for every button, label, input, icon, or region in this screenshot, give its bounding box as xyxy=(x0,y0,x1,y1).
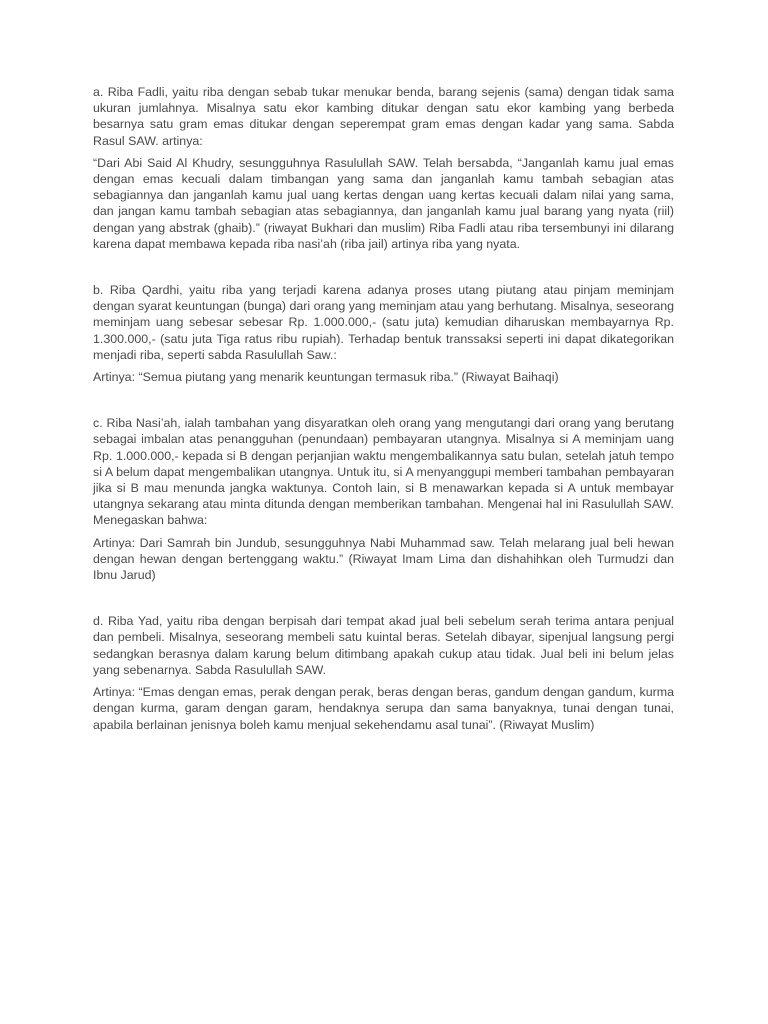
section-d-paragraph: d. Riba Yad, yaitu riba dengan berpisah dari tempat akad jual beli sebelum serah terima antara penjual dan pembeli. Misalnya, seseorang membeli satu kuintal beras. Setelah dibayar, sipenjual langsung pergi sedangkan berasnya dalam karung belum ditimbang apakah cukup atau tidak. Jual beli ini belum jelas yang sebenarnya. Sabda Rasulullah SAW. xyxy=(93,614,674,677)
section-a-paragraph: a. Riba Fadli, yaitu riba dengan sebab tukar menukar benda, barang sejenis (sama) dengan tidak sama ukuran jumlahnya. Misalnya satu ekor kambing ditukar dengan satu ekor kambing yang berbeda besarnya satu gram emas ditukar dengan seperempat gram emas dengan kadar yang sama. Sabda Rasul SAW. artinya: xyxy=(93,85,674,148)
section-a-quote: “Dari Abi Said Al Khudry, sesungguhnya Rasulullah SAW. Telah bersabda, “Janganlah kamu jual emas dengan emas kecuali dalam timbangan yang sama dan janganlah kamu tambah sebagian atas sebagiannya dan janganlah kamu jual uang kertas dengan uang kertas kecuali dalam nilai yang sama, dan jangan kamu tambah sebagian atas sebagiannya, dan janganlah kamu jual barang yang nyata (riil) dengan yang abstrak (ghaib).” (riwayat Bukhari dan muslim) Riba Fadli atau riba tersembunyi ini dilarang karena dapat membawa kepada riba nasi’ah (riba jail) artinya riba yang nyata. xyxy=(93,155,674,251)
section-b-paragraph: b. Riba Qardhi, yaitu riba yang terjadi karena adanya proses utang piutang atau pinjam meminjam dengan syarat keuntungan (bunga) dari orang yang meminjam atau yang berhutang. Misalnya, seseorang meminjam uang sebesar sebesar Rp. 1.000.000,- (satu juta) kemudian diharuskan membayarnya Rp. 1.300.000,- (satu juta Tiga ratus ribu rupiah). Terhadap bentuk transsaksi seperti ini dapat dikategorikan menjadi riba, seperti sabda Rasulullah Saw.: xyxy=(93,283,674,362)
section-b-quote: Artinya: “Semua piutang yang menarik keuntungan termasuk riba.” (Riwayat Baihaqi) xyxy=(93,370,559,385)
section-d-quote: Artinya: “Emas dengan emas, perak dengan perak, beras dengan beras, gandum dengan gandum, kurma dengan kurma, garam dengan garam, hendaknya serupa dan sama banyaknya, tunai dengan tunai, apabila berlainan jenisnya boleh kamu menjual sekehendamu asal tunai”. (Riwayat Muslim) xyxy=(93,685,674,732)
document-page xyxy=(93,84,674,733)
section-c-quote: Artinya: Dari Samrah bin Jundub, sesungguhnya Nabi Muhammad saw. Telah melarang jual beli hewan dengan hewan dengan bertenggang waktu.” (Riwayat Imam Lima dan dishahihkan oleh Turmudzi dan Ibnu Jarud) xyxy=(93,535,674,583)
section-c-paragraph: c. Riba Nasi’ah, ialah tambahan yang disyaratkan oleh orang yang mengutangi dari orang yang berutang sebagai imbalan atas penangguhan (penundaan) pembayaran utangnya. Misalnya si A meminjam uang Rp. 1.000.000,- kepada si B dengan perjanjian waktu mengembalikannya satu bulan, setelah jatuh tempo si A belum dapat mengembalikan utangnya. Untuk itu, si A menyanggupi memberi tambahan pembayaran jika si B mau menunda jangka waktunya. Contoh lain, si B menawarkan kepada si A untuk membayar utangnya sekarang atau minta ditunda dengan memberikan tambahan. Mengenai hal ini Rasulullah SAW. Menegaskan bahwa: xyxy=(93,416,674,528)
